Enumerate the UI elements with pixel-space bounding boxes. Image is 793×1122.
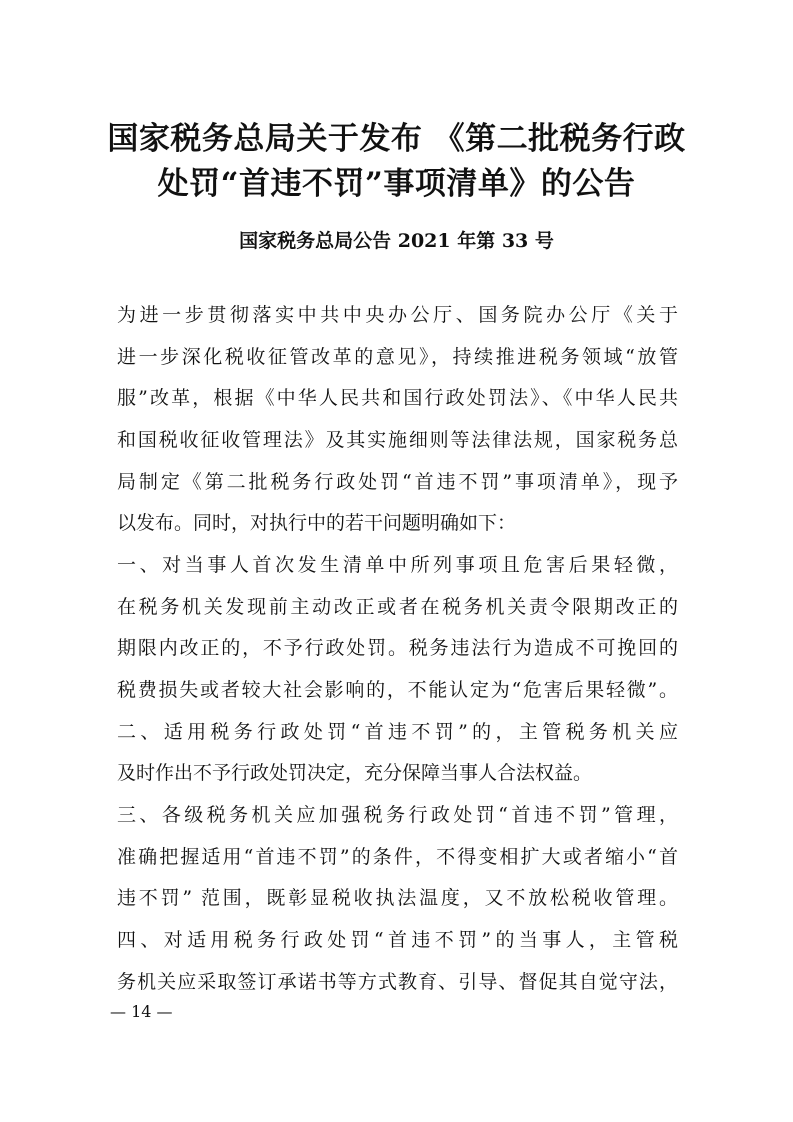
body-line: 二、适用税务行政处罚“首违不罚”的，主管税务机关应 bbox=[117, 721, 678, 743]
body-line: 在税务机关发现前主动改正或者在税务机关责令限期改正的 bbox=[117, 596, 678, 618]
body-line: 期限内改正的，不予行政处罚。税务违法行为造成不可挽回的 bbox=[117, 637, 678, 659]
body-line: 税费损失或者较大社会影响的，不能认定为“危害后果轻微”。 bbox=[117, 679, 678, 701]
body-line: 准确把握适用“首违不罚”的条件，不得变相扩大或者缩小“首 bbox=[117, 846, 678, 868]
document-number: 国家税务总局公告 2021 年第 33 号 bbox=[239, 230, 554, 252]
body-line: 以发布。同时，对执行中的若干问题明确如下： bbox=[117, 512, 517, 534]
body-line: 务机关应采取签订承诺书等方式教育、引导、督促其自觉守法， bbox=[117, 971, 678, 993]
body-line: 及时作出不予行政处罚决定，充分保障当事人合法权益。 bbox=[117, 762, 593, 784]
body-line: 违不罚” 范围，既彰显税收执法温度，又不放松税收管理。 bbox=[117, 887, 678, 909]
page-number: — 14 — bbox=[110, 1002, 173, 1021]
body-line: 和国税收征收管理法》及其实施细则等法律法规，国家税务总 bbox=[117, 429, 678, 451]
body-line: 服”改革，根据《中华人民共和国行政处罚法》、《中华人民共 bbox=[117, 387, 678, 409]
body-line: 三、各级税务机关应加强税务行政处罚“首违不罚”管理， bbox=[117, 804, 678, 826]
body-line: 进一步深化税收征管改革的意见》，持续推进税务领域“放管 bbox=[117, 346, 678, 368]
body-line: 四、对适用税务行政处罚“首违不罚”的当事人，主管税 bbox=[117, 929, 678, 951]
body-line: 为进一步贯彻落实中共中央办公厅、国务院办公厅《关于 bbox=[117, 304, 678, 326]
document-title-line-2: 处罚“首违不罚”事项清单》的公告 bbox=[157, 166, 636, 202]
body-line: 一、对当事人首次发生清单中所列事项且危害后果轻微， bbox=[117, 554, 678, 576]
body-line: 局制定《第二批税务行政处罚“首违不罚”事项清单》，现予 bbox=[117, 471, 678, 493]
document-title-line-1: 国家税务总局关于发布 《第二批税务行政 bbox=[107, 121, 686, 157]
